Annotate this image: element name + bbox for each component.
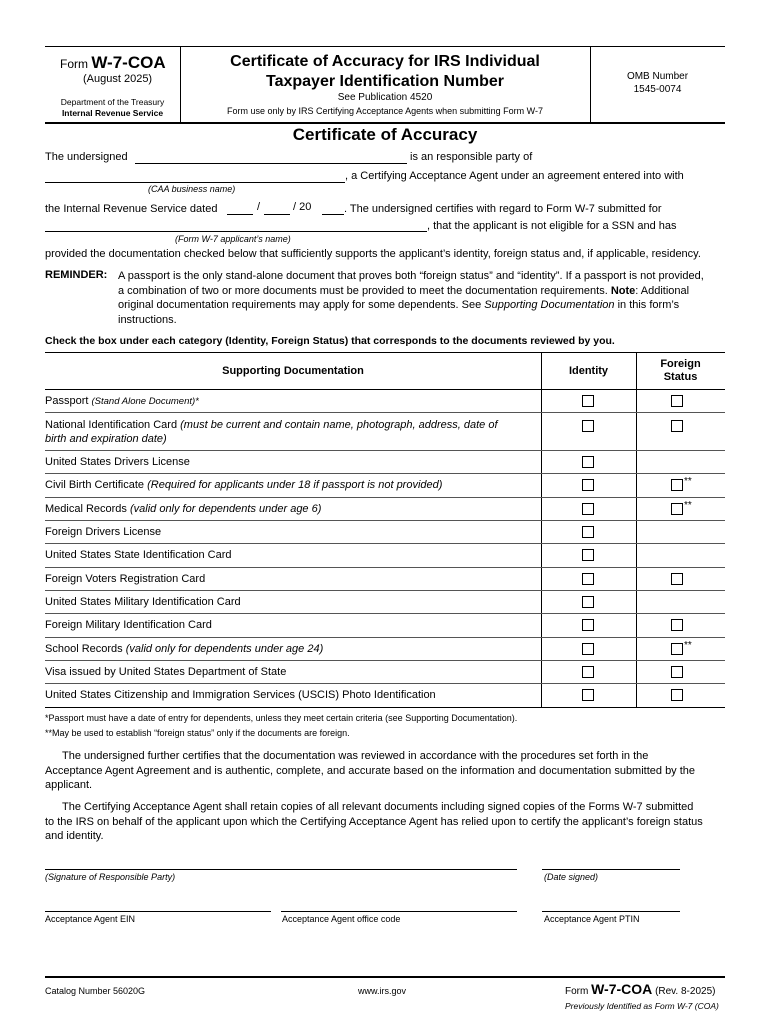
reminder-line3b: in this form’s	[614, 299, 680, 311]
doc-name: United States State Identification Card	[45, 549, 232, 561]
doc-name: Visa issued by United States Department of State	[45, 665, 287, 678]
table-header-rule	[45, 389, 725, 390]
identity-checkbox[interactable]	[582, 503, 594, 515]
supporting-doc-ref: Supporting Documentation	[484, 299, 615, 311]
provided-documentation-text: provided the documentation checked below that sufficiently supports the applicant’s identity, foreign status and, if applicable, residency.	[45, 248, 701, 260]
doc-note-cont: birth and expiration date)	[45, 433, 167, 445]
reminder-line1: A passport is the only stand-alone document that proves both “foreign status” and “identity”. If a passport is not provided,	[118, 270, 704, 282]
footnote-passport: *Passport must have a date of entry for dependents, unless they meet certain criteria (see Supporting Documentation).	[45, 713, 518, 723]
further-p2-line1: The Certifying Acceptance Agent shall retain copies of all relevant documents including signed copies of the Forms W-7 submitted	[62, 801, 694, 813]
doc-name: Medical Records	[45, 502, 127, 515]
doc-row-label	[45, 418, 535, 446]
reminder-label: REMINDER:	[45, 269, 108, 281]
col-header-foreign-line1: Foreign	[660, 358, 701, 370]
retain-copies-paragraph	[45, 800, 735, 844]
signature-label: (Signature of Responsible Party)	[45, 872, 176, 882]
agent-office-code-field[interactable]	[281, 911, 517, 912]
doc-note: (valid only for dependents under age 6)	[129, 502, 322, 515]
foreign-status-footnote-mark: **	[684, 639, 692, 651]
footnote-foreign-status: **May be used to establish “foreign status” only if the documents are foreign.	[45, 728, 350, 738]
agreement-month-field[interactable]	[227, 214, 253, 215]
identity-checkbox[interactable]	[582, 456, 594, 468]
signature-field[interactable]	[45, 869, 517, 870]
caa-business-name-label: (CAA business name)	[148, 184, 236, 194]
doc-name: School Records	[45, 642, 123, 655]
form-label	[60, 53, 166, 73]
irs-website-link[interactable]: www.irs.gov	[358, 986, 407, 996]
not-eligible-text: , that the applicant is not eligible for a SSN and has	[427, 220, 677, 232]
doc-row-label	[45, 595, 535, 609]
identity-checkbox[interactable]	[582, 526, 594, 538]
further-p1-line1: The undersigned further certifies that the documentation was reviewed in accordance with the procedures set forth in the	[62, 750, 649, 762]
section-title: Certificate of Accuracy	[292, 125, 478, 144]
check-instruction: Check the box under each category (Identity, Foreign Status) that corresponds to the documents reviewed by you.	[45, 335, 615, 347]
doc-name: Passport	[45, 394, 89, 407]
header-top-rule	[45, 46, 725, 47]
applicant-name-label: (Form W-7 applicant’s name)	[175, 234, 291, 244]
applicant-name-field[interactable]	[45, 231, 427, 232]
foreign-status-checkbox[interactable]	[671, 573, 683, 585]
date-signed-label: (Date signed)	[544, 872, 599, 882]
row-divider	[45, 567, 725, 568]
omb-number: 1545-0074	[633, 84, 682, 95]
agreement-day-field[interactable]	[264, 214, 290, 215]
table-top-rule	[45, 352, 725, 353]
footer-form-word: Form	[565, 986, 589, 997]
doc-note: (Required for applicants under 18 if passport is not provided)	[147, 479, 443, 491]
doc-name: United States Military Identification Card	[45, 595, 241, 608]
agent-office-code-label: Acceptance Agent office code	[282, 914, 401, 924]
doc-row-label	[45, 572, 535, 586]
form-number: W-7-COA	[91, 53, 166, 72]
identity-checkbox[interactable]	[582, 395, 594, 407]
row-divider	[45, 660, 725, 661]
row-divider	[45, 473, 725, 474]
foreign-status-checkbox[interactable]	[671, 420, 683, 432]
doc-name: Foreign Drivers License	[45, 525, 162, 538]
irs-dated-label: the Internal Revenue Service dated	[45, 203, 218, 215]
row-divider	[45, 450, 725, 451]
doc-row-label	[45, 525, 535, 539]
form-date: (August 2025)	[83, 73, 153, 85]
form-title-line1: Certificate of Accuracy for IRS Individual	[230, 53, 540, 70]
table-col-divider-1	[541, 352, 542, 707]
reminder-line2	[118, 284, 728, 299]
footer-form-id	[565, 981, 715, 997]
agent-ptin-field[interactable]	[542, 911, 680, 912]
row-divider	[45, 613, 725, 614]
form-word: Form	[60, 57, 88, 71]
further-p1-line2: Acceptance Agent Agreement and is authentic, complete, and accurate based on the information and documentation submitted by the	[45, 764, 696, 777]
doc-name: United States Drivers License	[45, 455, 190, 468]
caa-business-name-field[interactable]	[45, 182, 345, 183]
footer-revision: (Rev. 8-2025)	[655, 986, 716, 997]
identity-checkbox[interactable]	[582, 643, 594, 655]
further-p2-line3: and identity.	[45, 830, 104, 842]
agent-ein-label: Acceptance Agent EIN	[45, 914, 136, 924]
col-header-foreign-status	[636, 358, 725, 384]
doc-name: National Identification Card	[45, 419, 178, 431]
doc-name: Foreign Military Identification Card	[45, 619, 212, 631]
doc-row-label	[45, 665, 535, 679]
date-slash-1: /	[257, 201, 261, 213]
omb-label: OMB Number	[626, 71, 689, 82]
responsible-party-text: is an responsible party of	[410, 151, 533, 163]
undersigned-label: The undersigned	[45, 151, 128, 163]
foreign-status-footnote-mark: **	[684, 499, 692, 511]
footer-rule	[45, 976, 725, 978]
doc-note: (must be current and contain name, photograph, address, date of	[180, 419, 498, 431]
previously-identified: Previously Identified as Form W-7 (COA)	[565, 1001, 719, 1011]
doc-row-label	[45, 478, 535, 492]
agreement-year-field[interactable]	[322, 214, 344, 215]
date-slash-2: / 20	[293, 201, 312, 213]
row-divider	[45, 637, 725, 638]
reminder-line4: instructions.	[118, 313, 177, 326]
further-certifies-paragraph	[45, 749, 735, 793]
doc-row-label	[45, 394, 535, 409]
reminder-text	[118, 269, 728, 327]
row-divider	[45, 683, 725, 684]
identity-checkbox[interactable]	[582, 596, 594, 608]
doc-name: Civil Birth Certificate	[45, 479, 145, 491]
foreign-status-checkbox[interactable]	[671, 689, 683, 701]
foreign-status-checkbox[interactable]	[671, 479, 683, 491]
col-header-identity: Identity	[568, 365, 609, 377]
certifies-text: . The undersigned certifies with regard to Form W-7 submitted for	[344, 203, 662, 215]
foreign-status-checkbox[interactable]	[671, 619, 683, 631]
note-label: Note	[610, 284, 636, 297]
reminder-line3a: original documentation requirements may apply for some dependents. See	[118, 299, 485, 311]
foreign-status-footnote-mark: **	[684, 476, 692, 487]
identity-checkbox[interactable]	[582, 420, 594, 432]
doc-name: United States Citizenship and Immigration Services (USCIS) Photo Identification	[45, 689, 436, 701]
foreign-status-checkbox[interactable]	[671, 503, 683, 515]
irs-name: Internal Revenue Service	[61, 108, 164, 118]
row-divider	[45, 412, 725, 413]
further-p1-line3: applicant.	[45, 779, 93, 791]
doc-row-label	[45, 502, 535, 516]
form-title-line2: Taxpayer Identification Number	[266, 73, 504, 90]
caa-agreement-text: , a Certifying Acceptance Agent under an agreement entered into with	[345, 170, 684, 182]
col-header-foreign-line2: Status	[663, 371, 698, 383]
further-p2-line2: to the IRS on behalf of the applicant upon which the Certifying Acceptance Agent has relied upon to certify the applicant’s foreign status	[45, 815, 703, 828]
responsible-party-field[interactable]	[135, 163, 407, 164]
doc-note: (Stand Alone Document)*	[91, 395, 199, 407]
form-title	[180, 52, 590, 92]
table-col-divider-2	[636, 352, 637, 707]
table-bottom-rule	[45, 707, 725, 708]
reminder-line2b: : Additional	[635, 284, 690, 297]
identity-checkbox[interactable]	[582, 573, 594, 585]
catalog-number: Catalog Number 56020G	[45, 986, 146, 996]
omb-block	[590, 70, 725, 96]
identity-checkbox[interactable]	[582, 619, 594, 631]
reminder-line2a: a combination of two or more documents must be provided to meet the documentation requirements.	[118, 284, 611, 297]
doc-note: (valid only for dependents under age 24)	[125, 642, 324, 655]
identity-checkbox[interactable]	[582, 666, 594, 678]
dept-treasury: Department of the Treasury	[60, 97, 165, 107]
doc-row-label	[45, 688, 535, 702]
use-only-note: Form use only by IRS Certifying Acceptance Agents when submitting Form W-7	[227, 106, 543, 116]
identity-checkbox[interactable]	[582, 479, 594, 491]
foreign-status-checkbox[interactable]	[671, 666, 683, 678]
row-divider	[45, 520, 725, 521]
foreign-status-checkbox[interactable]	[671, 643, 683, 655]
foreign-status-checkbox[interactable]	[671, 395, 683, 407]
agency-block	[45, 97, 180, 119]
date-signed-field[interactable]	[542, 869, 680, 870]
reminder-line3	[118, 298, 728, 313]
col-header-documentation: Supporting Documentation	[222, 365, 364, 377]
doc-row-label	[45, 455, 535, 469]
agent-ein-field[interactable]	[45, 911, 271, 912]
identity-checkbox[interactable]	[582, 689, 594, 701]
agent-ptin-label: Acceptance Agent PTIN	[544, 914, 640, 924]
footer-form-number: W-7-COA	[591, 981, 653, 997]
doc-row-label	[45, 548, 535, 562]
doc-row-label	[45, 618, 535, 632]
row-divider	[45, 497, 725, 498]
doc-row-label	[45, 642, 535, 656]
row-divider	[45, 543, 725, 544]
see-publication: See Publication 4520	[337, 92, 433, 103]
header-bottom-rule	[45, 122, 725, 124]
identity-checkbox[interactable]	[582, 549, 594, 561]
row-divider	[45, 590, 725, 591]
doc-name: Foreign Voters Registration Card	[45, 572, 206, 585]
